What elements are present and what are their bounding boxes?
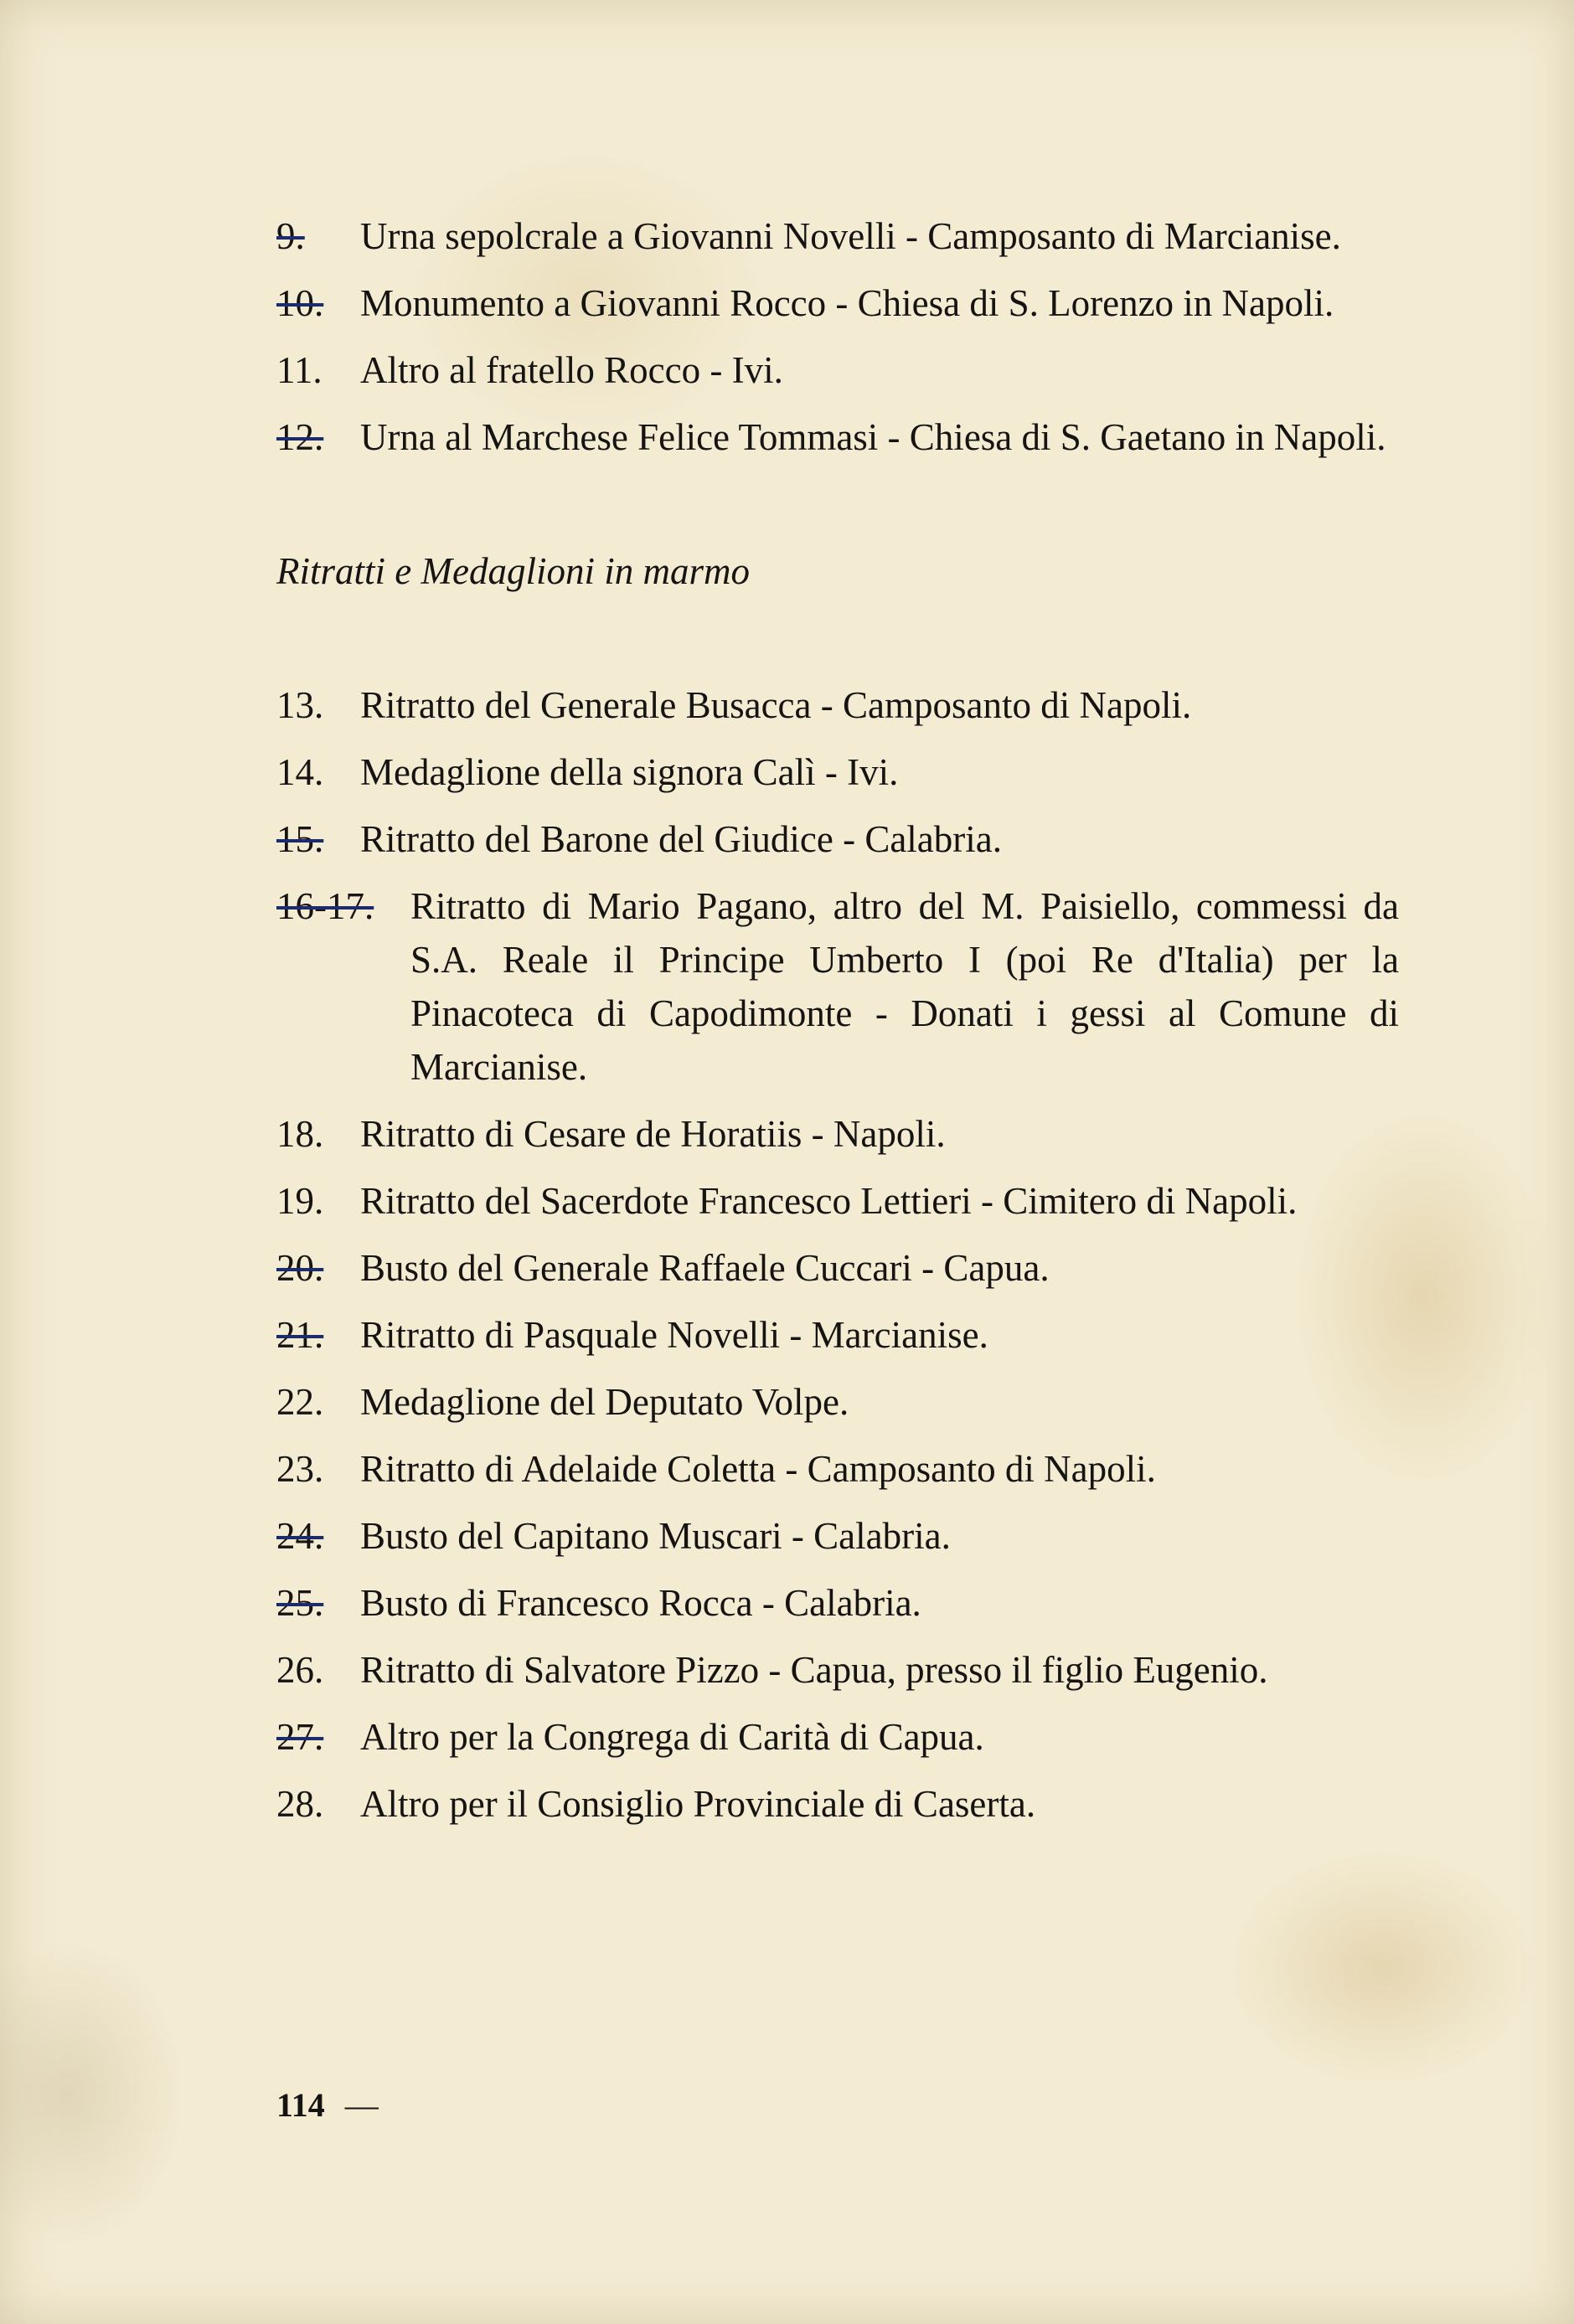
item-number: 24. (276, 1515, 324, 1557)
item-number: 19. (276, 1180, 324, 1222)
item-number: 27. (276, 1716, 324, 1758)
item-number: 12. (276, 416, 324, 458)
item-number: 23. (276, 1448, 324, 1490)
item-text: Ritratto del Generale Busacca - Camposanto di Napoli. (360, 684, 1192, 726)
list-item (276, 276, 1399, 330)
page-number: 114 (276, 2086, 325, 2124)
list-item (276, 678, 1399, 732)
item-text: Urna al Marchese Felice Tommasi - Chiesa di S. Gaetano in Napoli. (360, 416, 1386, 458)
item-text: Altro per la Congrega di Carità di Capua. (360, 1716, 984, 1758)
list-item (276, 1442, 1399, 1496)
section-title: Ritratti e Medaglioni in marmo (276, 550, 750, 592)
list-item (276, 745, 1399, 799)
list-item (276, 343, 1399, 397)
footer-dash: — (344, 2086, 379, 2124)
item-text: Ritratto del Barone del Giudice - Calabria. (360, 818, 1002, 860)
item-number: 11. (276, 349, 323, 391)
item-text: Urna sepolcrale a Giovanni Novelli - Camposanto di Marcianise. (360, 215, 1341, 257)
list-item (276, 1576, 1399, 1630)
item-text: Medaglione del Deputato Volpe. (360, 1381, 849, 1423)
item-number: 18. (276, 1113, 324, 1155)
item-number: 16-17. (276, 885, 374, 927)
list-item (276, 812, 1399, 866)
item-number: 20. (276, 1247, 324, 1289)
list-item (276, 1174, 1399, 1228)
item-number: 21. (276, 1314, 324, 1356)
list-item (276, 1241, 1399, 1295)
item-text: Monumento a Giovanni Rocco - Chiesa di S. Lorenzo in Napoli. (360, 282, 1334, 324)
item-number: 13. (276, 684, 324, 726)
item-number: 25. (276, 1582, 324, 1624)
item-text: Ritratto di Adelaide Coletta - Camposanto di Napoli. (360, 1448, 1156, 1490)
item-number: 22. (276, 1381, 324, 1423)
item-text: Busto di Francesco Rocca - Calabria. (360, 1582, 921, 1624)
item-text: Busto del Capitano Muscari - Calabria. (360, 1515, 951, 1557)
item-text: Altro al fratello Rocco - Ivi. (360, 349, 783, 391)
list-item (276, 1308, 1399, 1362)
list-item (276, 1509, 1399, 1563)
item-number: 9. (276, 215, 305, 257)
item-text: Ritratto del Sacerdote Francesco Lettieri - Cimitero di Napoli. (360, 1180, 1298, 1222)
page-footer (276, 2085, 379, 2125)
item-text: Busto del Generale Raffaele Cuccari - Capua. (360, 1247, 1050, 1289)
list-item (276, 410, 1399, 464)
item-number: 15. (276, 818, 324, 860)
list-item (276, 1107, 1399, 1161)
item-text: Ritratto di Salvatore Pizzo - Capua, presso il figlio Eugenio. (360, 1649, 1268, 1691)
item-text: Ritratto di Cesare de Horatiis - Napoli. (360, 1113, 946, 1155)
item-text: Ritratto di Pasquale Novelli - Marcianise. (360, 1314, 988, 1356)
item-text: Medaglione della signora Calì - Ivi. (360, 751, 899, 793)
item-number: 26. (276, 1649, 324, 1691)
item-text: Ritratto di Mario Pagano, altro del M. Paisiello, commessi da S.A. Reale il Principe Umberto I (poi Re d'Italia) per la Pinacoteca di Capodimonte - Donati i gessi al Comune di Marcianise. (410, 885, 1399, 1088)
item-number: 14. (276, 751, 324, 793)
item-text: Altro per il Consiglio Provinciale di Caserta. (360, 1783, 1036, 1825)
list-item (276, 1710, 1399, 1764)
list-item (276, 1777, 1399, 1831)
item-number: 28. (276, 1783, 324, 1825)
page-text (276, 209, 1399, 1831)
item-number: 10. (276, 282, 324, 324)
list-item (276, 879, 1399, 1094)
list-item (276, 1643, 1399, 1697)
list-item (276, 209, 1399, 263)
list-item (276, 1375, 1399, 1429)
